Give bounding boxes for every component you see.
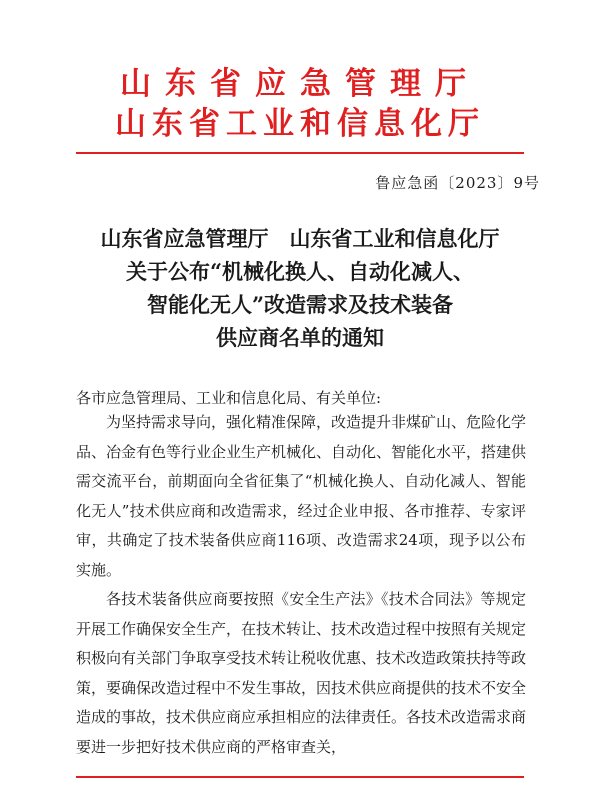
issuing-authority-1: 山东省应急管理厅 — [120, 66, 480, 102]
issuing-authority-2: 山东省工业和信息化厅 — [115, 106, 485, 142]
body-paragraph-2: 各技术装备供应商要按照《安全生产法》《技术合同法》等规定开展工作确保安全生产，在技术转让、技术改造过程中按照有关规定积极向有关部门争取享受技术转让税收优惠、技术改造政策扶持等政策，要确保改造过程中不发生事故，因技术供应商提供的技术不安全造成的事故，技术供应商应承担相应的法律责任。各技术改造需求商要进一步把好技术供应商的严格审查关， — [76, 590, 527, 756]
body-paragraph-1: 为坚持需求导向，强化精准保障，改造提升非煤矿山、危险化学品、冶金有色等行业企业生产机械化、自动化、智能化水平，搭建供需交流平台，前期面向全省征集了“机械化换人、自动化减人、智能化无人”技术供应商和改造需求，经过企业申报、各市推荐、专家评审，共确定了技术装备供应商116项、改造需求24项，现予以公布实施。 — [76, 413, 527, 579]
issuing-authorities-header — [0, 64, 600, 144]
document-body — [76, 408, 526, 762]
salutation: 各市应急管理局、工业和信息化局、有关单位: — [76, 389, 382, 407]
document-number: 鲁应急函〔2023〕9号 — [375, 174, 540, 192]
document-title — [0, 222, 600, 354]
footer-red-rule — [76, 776, 524, 778]
title-line-3: 智能化无人”改造需求及技术装备 — [146, 292, 454, 317]
title-line-1: 山东省应急管理厅 山东省工业和信息化厅 — [100, 226, 500, 251]
title-line-4: 供应商名单的通知 — [216, 325, 384, 350]
header-red-rule — [76, 152, 524, 154]
title-line-2: 关于公布“机械化换人、自动化减人、 — [125, 259, 475, 284]
